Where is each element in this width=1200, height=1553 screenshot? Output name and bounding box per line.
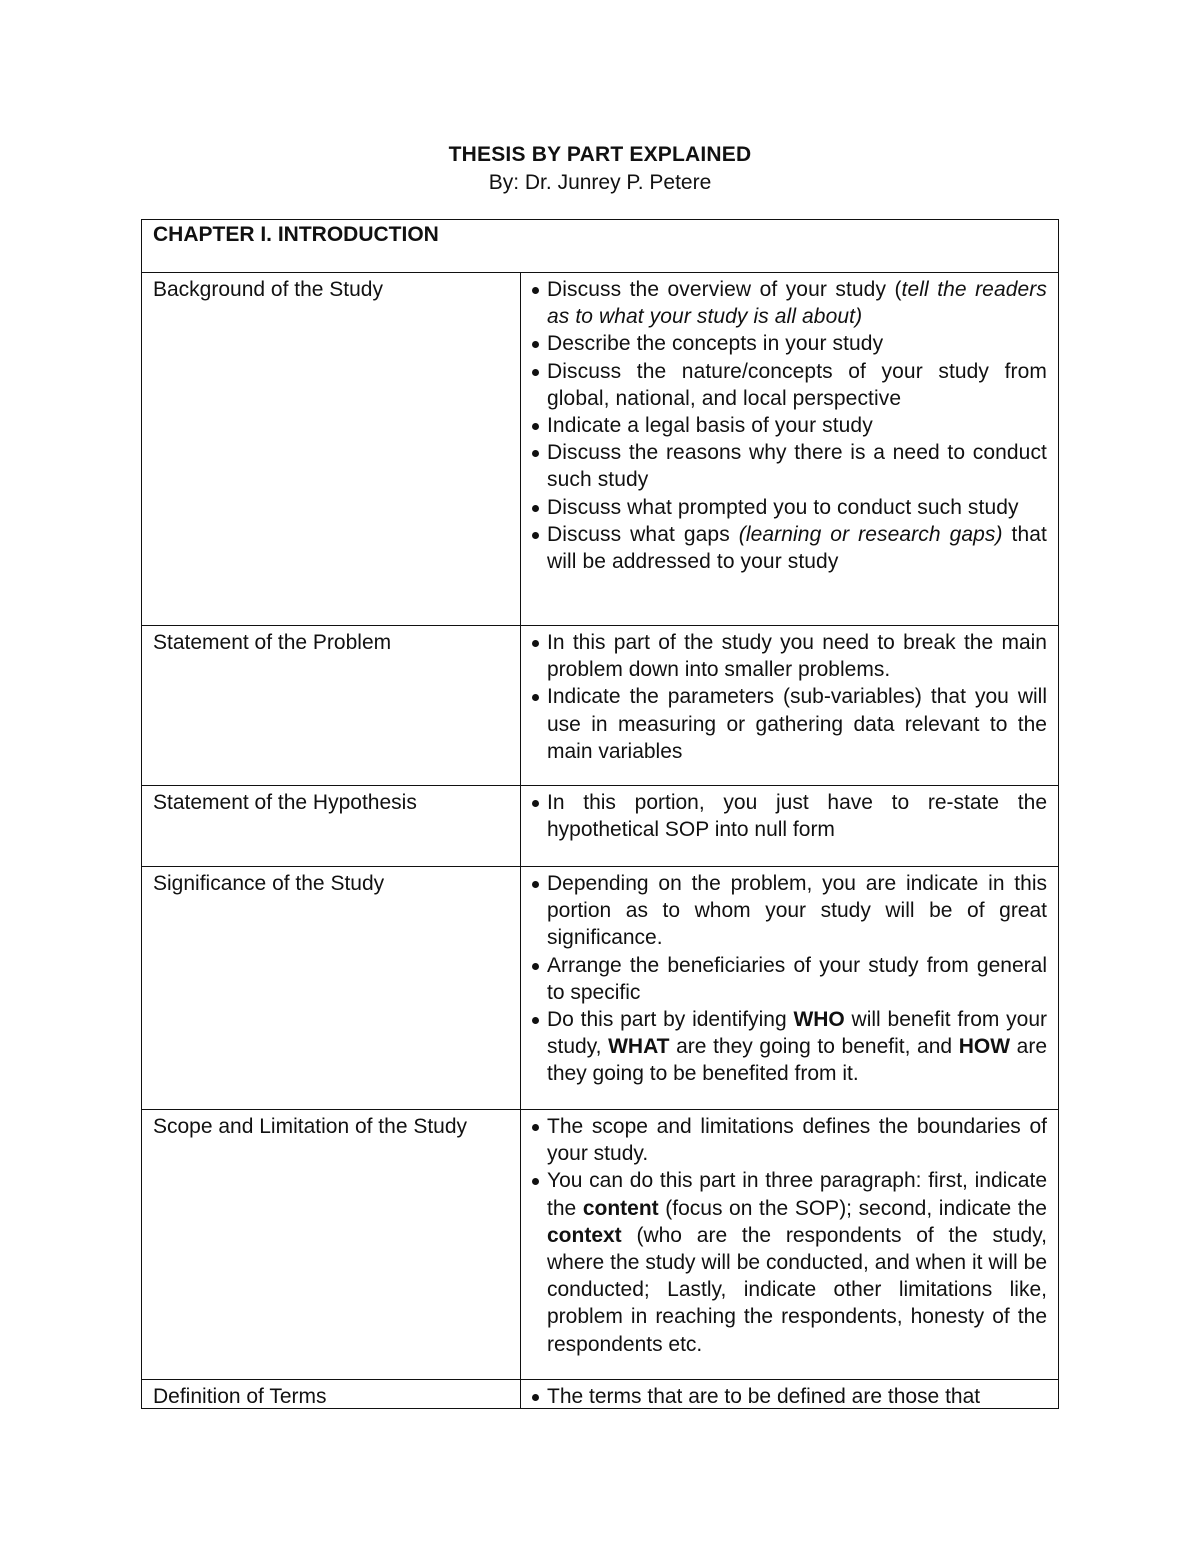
bullet-item: [526, 789, 1047, 843]
bullet-text: (learning or research gaps): [738, 522, 1003, 546]
row-label: Statement of the Problem: [153, 631, 392, 654]
page-title: THESIS BY PART EXPLAINED: [448, 143, 752, 166]
table-row-problem: [142, 625, 1058, 785]
bullet-text: (focus on the SOP); second, indicate the: [658, 1196, 1047, 1220]
thesis-parts-table: [141, 219, 1059, 1409]
row-bullets: [526, 1113, 1047, 1358]
bullet-dot-icon: [532, 1394, 539, 1401]
bullet-dot-icon: [532, 423, 539, 430]
bullet-text: context: [547, 1223, 622, 1247]
bullet-text: Describe the concepts in your study: [547, 332, 884, 356]
row-bullets: [526, 1383, 1047, 1410]
bullet-dot-icon: [532, 640, 539, 647]
bullet-text: will benefit from your study,: [547, 1008, 1048, 1059]
bullet-dot-icon: [532, 881, 539, 888]
bullet-text: (who are the respondents of the study, where the study will be conducted, and when it will be conducted; Lastly, indicate other limitations like, problem in reaching the respondents, honesty of the respondents etc.: [547, 1223, 1047, 1356]
bullet-item: [526, 1113, 1047, 1167]
bullet-text: WHAT: [608, 1035, 670, 1059]
bullet-text: Discuss what gaps: [547, 522, 739, 546]
bullet-item: [526, 952, 1047, 1006]
table-row-significance: [142, 866, 1058, 1109]
bullet-text: are they going to be benefited from it.: [547, 1035, 1047, 1086]
bullet-dot-icon: [532, 450, 539, 457]
bullet-text: Indicate a legal basis of your study: [547, 414, 873, 438]
bullet-text: Indicate the parameters (sub-variables) that you will use in measuring or gathering data relevant to the main variables: [547, 685, 1047, 763]
table-row-scope: [142, 1109, 1058, 1379]
row-label: Statement of the Hypothesis: [153, 791, 417, 814]
bullet-dot-icon: [532, 1017, 539, 1024]
chapter-header-row: [142, 220, 1058, 272]
bullet-item: [526, 412, 1047, 439]
bullet-text: are they going to benefit, and: [669, 1035, 959, 1059]
row-label: Background of the Study: [153, 278, 383, 301]
bullet-item: [526, 330, 1047, 357]
bullet-text: Do this part by identifying: [547, 1008, 794, 1032]
bullet-text: Discuss what prompted you to conduct such study: [547, 495, 1019, 519]
bullet-item: [526, 629, 1047, 683]
chapter-heading: CHAPTER I. INTRODUCTION: [153, 223, 439, 246]
bullet-text: tell the readers as to what your study is all about): [547, 278, 1047, 329]
bullet-dot-icon: [532, 1178, 539, 1185]
row-label: Scope and Limitation of the Study: [153, 1115, 468, 1138]
bullet-item: [526, 358, 1047, 412]
bullet-dot-icon: [532, 341, 539, 348]
bullet-dot-icon: [532, 800, 539, 807]
row-bullets: [526, 629, 1047, 765]
row-bullets: [526, 789, 1047, 843]
table-row-background: [142, 272, 1058, 625]
bullet-text: In this part of the study you need to break the main problem down into smaller problems.: [547, 631, 1047, 682]
bullet-item: [526, 521, 1047, 575]
bullet-dot-icon: [532, 963, 539, 970]
bullet-item: [526, 439, 1047, 493]
bullet-text: Discuss the reasons why there is a need to conduct such study: [547, 441, 1047, 492]
bullet-item: [526, 276, 1047, 330]
table-row-hypothesis: [142, 785, 1058, 866]
bullet-item: [526, 1167, 1047, 1357]
bullet-text: content: [582, 1196, 659, 1220]
bullet-text: Discuss the overview of your study (: [547, 278, 902, 301]
bullet-dot-icon: [532, 1124, 539, 1131]
author-line: By: Dr. Junrey P. Petere: [488, 171, 712, 194]
bullet-text: that will be addressed to your study: [547, 522, 1047, 574]
bullet-text: In this portion, you just have to re-state the hypothetical SOP into null form: [547, 791, 1047, 842]
bullet-item: [526, 1383, 1047, 1410]
row-label: Definition of Terms: [153, 1385, 327, 1408]
bullet-item: [526, 683, 1047, 765]
row-bullets: [526, 870, 1047, 1088]
bullet-item: [526, 1006, 1047, 1088]
bullet-dot-icon: [532, 287, 539, 294]
bullet-text: You can do this part in three paragraph: first, indicate the: [547, 1169, 1047, 1220]
bullet-item: [526, 494, 1047, 521]
bullet-dot-icon: [532, 505, 539, 512]
row-label: Significance of the Study: [153, 872, 385, 895]
bullet-text: Depending on the problem, you are indicate in this portion as to whom your study will be of great significance.: [547, 872, 1047, 950]
bullet-dot-icon: [532, 369, 539, 376]
bullet-text: The scope and limitations defines the boundaries of your study.: [547, 1115, 1047, 1166]
bullet-item: [526, 870, 1047, 952]
table-row-definition: [142, 1379, 1058, 1410]
bullet-dot-icon: [532, 694, 539, 701]
bullet-text: WHO: [793, 1008, 845, 1032]
row-bullets: [526, 276, 1047, 575]
bullet-text: HOW: [958, 1035, 1011, 1059]
bullet-dot-icon: [532, 532, 539, 539]
bullet-text: Discuss the nature/concepts of your study from global, national, and local perspective: [547, 359, 1047, 410]
bullet-text: The terms that are to be defined are those that: [547, 1385, 981, 1408]
bullet-text: Arrange the beneficiaries of your study from general to specific: [547, 953, 1047, 1004]
